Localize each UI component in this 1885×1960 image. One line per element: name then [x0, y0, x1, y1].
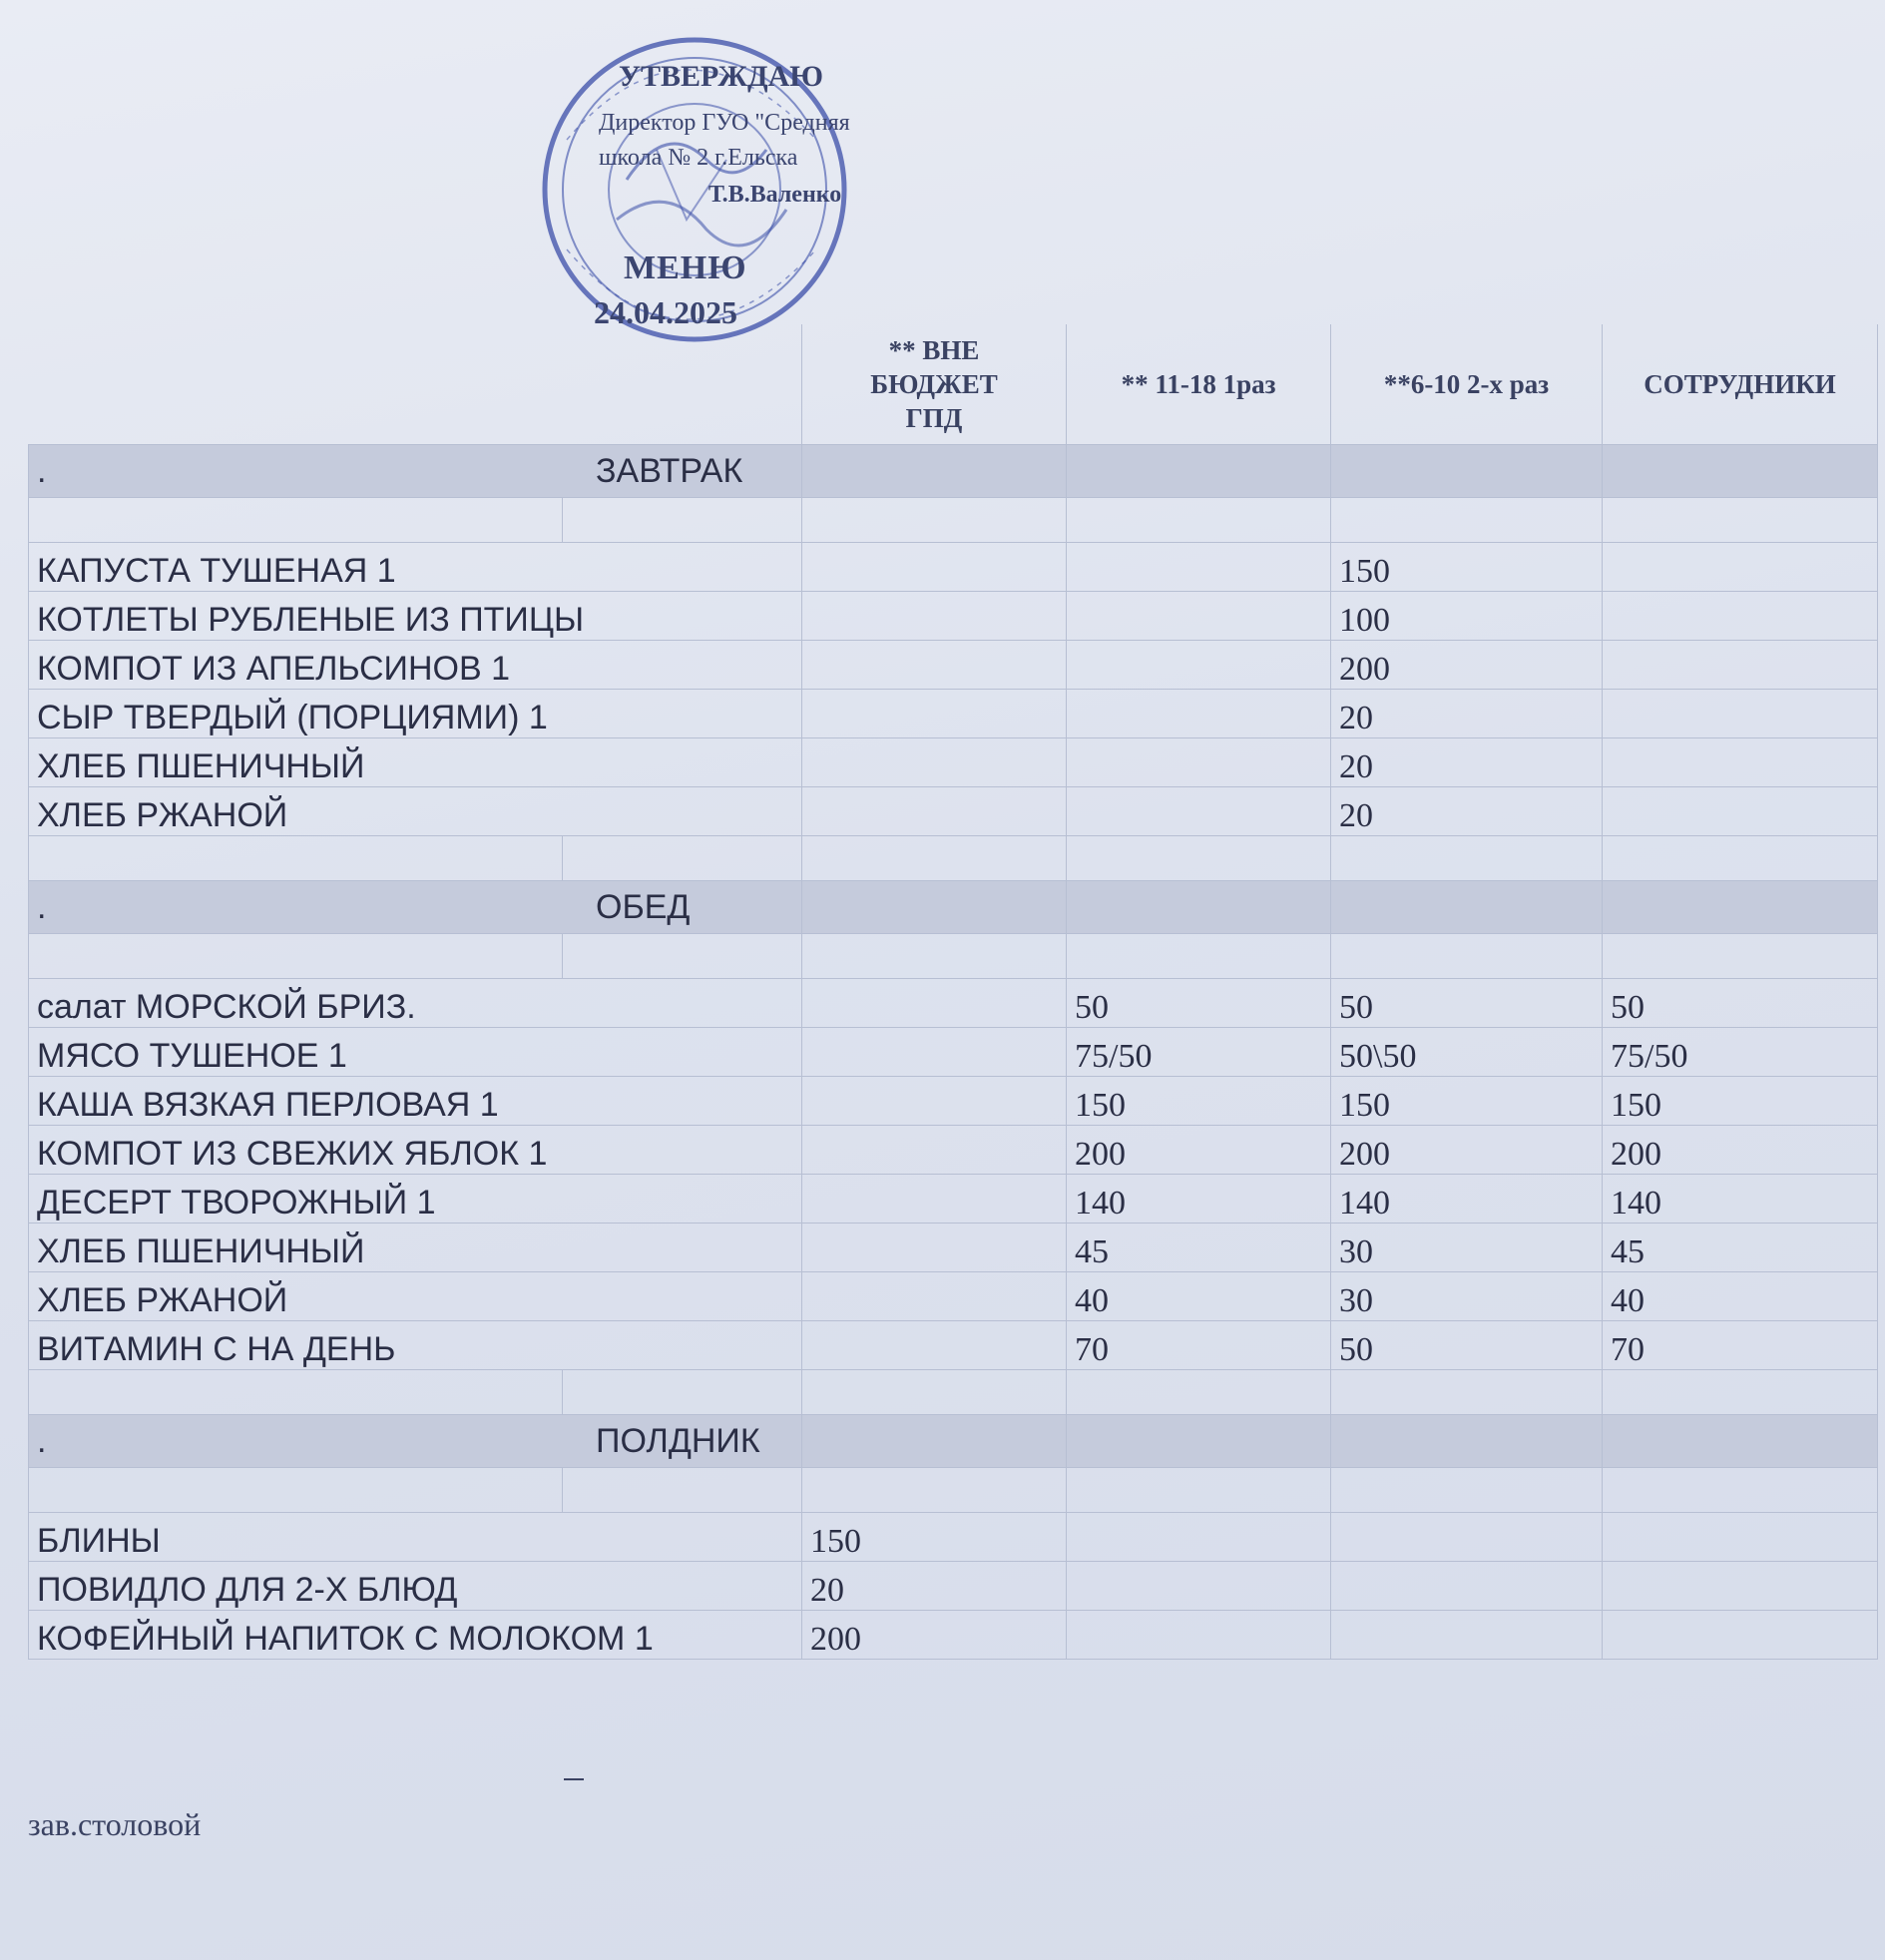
approval-school: школа № 2 г.Ельска	[599, 145, 798, 171]
table-row	[29, 1562, 1878, 1611]
table-row	[29, 1126, 1878, 1175]
approval-title: УТВЕРЖДАЮ	[619, 60, 824, 93]
section-fill-cell	[1331, 1415, 1603, 1468]
value-6-10: 30	[1331, 1224, 1603, 1272]
staff-value	[1603, 1562, 1878, 1611]
header-budget: ** ВНЕ БЮДЖЕТ ГПД	[802, 324, 1067, 445]
dish-name: СЫР ТВЕРДЫЙ (ПОРЦИЯМИ) 1	[29, 690, 802, 738]
value-11-18: 40	[1067, 1272, 1331, 1321]
value-11-18: 70	[1067, 1321, 1331, 1370]
value-11-18	[1067, 690, 1331, 738]
table-row	[29, 1175, 1878, 1224]
header-row	[29, 324, 1878, 445]
value-11-18: 75/50	[1067, 1028, 1331, 1077]
section-fill-cell	[802, 1415, 1067, 1468]
value-6-10: 30	[1331, 1272, 1603, 1321]
staff-value	[1603, 1513, 1878, 1562]
table-row	[29, 1028, 1878, 1077]
spacer-cell	[1603, 934, 1878, 979]
spacer-cell	[1331, 934, 1603, 979]
section-title: ОБЕД	[596, 887, 691, 926]
spacer-row	[29, 934, 1878, 979]
budget-value	[802, 1077, 1067, 1126]
dish-name: ВИТАМИН С НА ДЕНЬ	[29, 1321, 802, 1370]
section-fill-cell	[1603, 445, 1878, 498]
section-marker: .	[37, 887, 47, 926]
spacer-cell	[802, 498, 1067, 543]
table-row	[29, 1321, 1878, 1370]
table-row	[29, 979, 1878, 1028]
table-row	[29, 1224, 1878, 1272]
header-blank	[29, 324, 802, 445]
section-title: ЗАВТРАК	[596, 451, 743, 490]
budget-value	[802, 1028, 1067, 1077]
dish-name: ХЛЕБ ПШЕНИЧНЫЙ	[29, 1224, 802, 1272]
section-title-cell	[29, 445, 802, 498]
value-11-18: 140	[1067, 1175, 1331, 1224]
menu-date: 24.04.2025	[594, 294, 737, 330]
section-marker: .	[37, 1421, 47, 1460]
staff-value: 70	[1603, 1321, 1878, 1370]
table-row	[29, 738, 1878, 787]
value-11-18	[1067, 1513, 1331, 1562]
section-title-cell	[29, 1415, 802, 1468]
staff-value	[1603, 738, 1878, 787]
section-fill-cell	[1331, 445, 1603, 498]
value-6-10: 50	[1331, 1321, 1603, 1370]
dish-name: КОТЛЕТЫ РУБЛЕНЫЕ ИЗ ПТИЦЫ	[29, 592, 802, 641]
value-6-10: 200	[1331, 1126, 1603, 1175]
staff-value: 50	[1603, 979, 1878, 1028]
dish-name: МЯСО ТУШЕНОЕ 1	[29, 1028, 802, 1077]
spacer-cell	[1067, 498, 1331, 543]
budget-value	[802, 1175, 1067, 1224]
section-title: ПОЛДНИК	[596, 1421, 760, 1460]
dish-name: ХЛЕБ РЖАНОЙ	[29, 787, 802, 836]
spacer-cell	[1067, 836, 1331, 881]
value-11-18	[1067, 641, 1331, 690]
value-11-18	[1067, 1611, 1331, 1660]
value-6-10: 50	[1331, 979, 1603, 1028]
value-11-18: 50	[1067, 979, 1331, 1028]
spacer-cell	[29, 498, 563, 543]
section-fill-cell	[1067, 1415, 1331, 1468]
value-6-10: 50\50	[1331, 1028, 1603, 1077]
spacer-cell	[802, 836, 1067, 881]
menu-table	[28, 324, 1878, 1660]
value-11-18: 150	[1067, 1077, 1331, 1126]
value-6-10: 20	[1331, 690, 1603, 738]
value-11-18	[1067, 738, 1331, 787]
value-6-10: 150	[1331, 1077, 1603, 1126]
spacer-cell	[802, 934, 1067, 979]
value-11-18	[1067, 543, 1331, 592]
budget-value	[802, 1272, 1067, 1321]
section-header-row	[29, 1415, 1878, 1468]
signature-dash	[564, 1778, 584, 1780]
budget-value	[802, 1126, 1067, 1175]
spacer-cell	[802, 1468, 1067, 1513]
budget-value	[802, 787, 1067, 836]
header-staff: СОТРУДНИКИ	[1603, 324, 1878, 445]
budget-value	[802, 738, 1067, 787]
staff-value	[1603, 1611, 1878, 1660]
dish-name: салат МОРСКОЙ БРИЗ.	[29, 979, 802, 1028]
spacer-row	[29, 836, 1878, 881]
section-title-cell	[29, 881, 802, 934]
section-fill-cell	[1067, 881, 1331, 934]
value-11-18	[1067, 592, 1331, 641]
staff-value: 45	[1603, 1224, 1878, 1272]
value-6-10: 150	[1331, 543, 1603, 592]
value-11-18	[1067, 787, 1331, 836]
staff-value: 75/50	[1603, 1028, 1878, 1077]
spacer-cell	[1603, 836, 1878, 881]
spacer-row	[29, 1370, 1878, 1415]
staff-value: 40	[1603, 1272, 1878, 1321]
staff-value	[1603, 690, 1878, 738]
section-fill-cell	[1603, 1415, 1878, 1468]
section-fill-cell	[1603, 881, 1878, 934]
spacer-row	[29, 1468, 1878, 1513]
spacer-cell	[29, 1370, 563, 1415]
table-row	[29, 641, 1878, 690]
value-6-10: 100	[1331, 592, 1603, 641]
menu-title: МЕНЮ	[624, 249, 747, 286]
menu-body	[29, 445, 1878, 1660]
table-row	[29, 690, 1878, 738]
table-row	[29, 787, 1878, 836]
budget-value	[802, 592, 1067, 641]
value-11-18	[1067, 1562, 1331, 1611]
staff-value	[1603, 641, 1878, 690]
dish-name: ДЕСЕРТ ТВОРОЖНЫЙ 1	[29, 1175, 802, 1224]
staff-value: 200	[1603, 1126, 1878, 1175]
spacer-cell	[1603, 1468, 1878, 1513]
spacer-cell	[563, 1468, 802, 1513]
staff-value: 150	[1603, 1077, 1878, 1126]
dish-name: КОМПОТ ИЗ СВЕЖИХ ЯБЛОК 1	[29, 1126, 802, 1175]
section-header-row	[29, 881, 1878, 934]
spacer-cell	[563, 934, 802, 979]
budget-value	[802, 1321, 1067, 1370]
budget-value	[802, 641, 1067, 690]
spacer-row	[29, 498, 1878, 543]
spacer-cell	[1603, 498, 1878, 543]
dish-name: КАПУСТА ТУШЕНАЯ 1	[29, 543, 802, 592]
spacer-cell	[563, 1370, 802, 1415]
spacer-cell	[1603, 1370, 1878, 1415]
dish-name: БЛИНЫ	[29, 1513, 802, 1562]
staff-value	[1603, 543, 1878, 592]
budget-value: 150	[802, 1513, 1067, 1562]
header-11-18: ** 11-18 1раз	[1067, 324, 1331, 445]
table-row	[29, 592, 1878, 641]
spacer-cell	[29, 836, 563, 881]
table-row	[29, 1611, 1878, 1660]
staff-value: 140	[1603, 1175, 1878, 1224]
table-row	[29, 543, 1878, 592]
spacer-cell	[29, 1468, 563, 1513]
budget-value	[802, 1224, 1067, 1272]
spacer-cell	[802, 1370, 1067, 1415]
section-fill-cell	[802, 445, 1067, 498]
table-row	[29, 1513, 1878, 1562]
dish-name: КАША ВЯЗКАЯ ПЕРЛОВАЯ 1	[29, 1077, 802, 1126]
budget-value	[802, 979, 1067, 1028]
budget-value: 20	[802, 1562, 1067, 1611]
spacer-cell	[1067, 1468, 1331, 1513]
table-row	[29, 1272, 1878, 1321]
approval-name: Т.В.Валенко	[708, 182, 842, 208]
signature-label: зав.столовой	[28, 1806, 202, 1842]
section-fill-cell	[802, 881, 1067, 934]
spacer-cell	[563, 836, 802, 881]
value-6-10: 200	[1331, 641, 1603, 690]
value-6-10	[1331, 1513, 1603, 1562]
staff-value	[1603, 787, 1878, 836]
table-row	[29, 1077, 1878, 1126]
dish-name: ПОВИДЛО ДЛЯ 2-Х БЛЮД	[29, 1562, 802, 1611]
section-marker: .	[37, 451, 47, 490]
value-11-18: 200	[1067, 1126, 1331, 1175]
spacer-cell	[1067, 1370, 1331, 1415]
staff-value	[1603, 592, 1878, 641]
spacer-cell	[1331, 836, 1603, 881]
spacer-cell	[1067, 934, 1331, 979]
value-6-10: 20	[1331, 738, 1603, 787]
value-6-10	[1331, 1562, 1603, 1611]
spacer-cell	[1331, 498, 1603, 543]
spacer-cell	[29, 934, 563, 979]
dish-name: КОМПОТ ИЗ АПЕЛЬСИНОВ 1	[29, 641, 802, 690]
section-fill-cell	[1331, 881, 1603, 934]
header-6-10: **6-10 2-х раз	[1331, 324, 1603, 445]
section-fill-cell	[1067, 445, 1331, 498]
spacer-cell	[1331, 1370, 1603, 1415]
budget-value: 200	[802, 1611, 1067, 1660]
value-6-10: 20	[1331, 787, 1603, 836]
spacer-cell	[1331, 1468, 1603, 1513]
dish-name: КОФЕЙНЫЙ НАПИТОК С МОЛОКОМ 1	[29, 1611, 802, 1660]
approval-director: Директор ГУО "Средняя	[599, 110, 850, 136]
budget-value	[802, 543, 1067, 592]
section-header-row	[29, 445, 1878, 498]
dish-name: ХЛЕБ РЖАНОЙ	[29, 1272, 802, 1321]
spacer-cell	[563, 498, 802, 543]
budget-value	[802, 690, 1067, 738]
dish-name: ХЛЕБ ПШЕНИЧНЫЙ	[29, 738, 802, 787]
value-11-18: 45	[1067, 1224, 1331, 1272]
value-6-10	[1331, 1611, 1603, 1660]
value-6-10: 140	[1331, 1175, 1603, 1224]
